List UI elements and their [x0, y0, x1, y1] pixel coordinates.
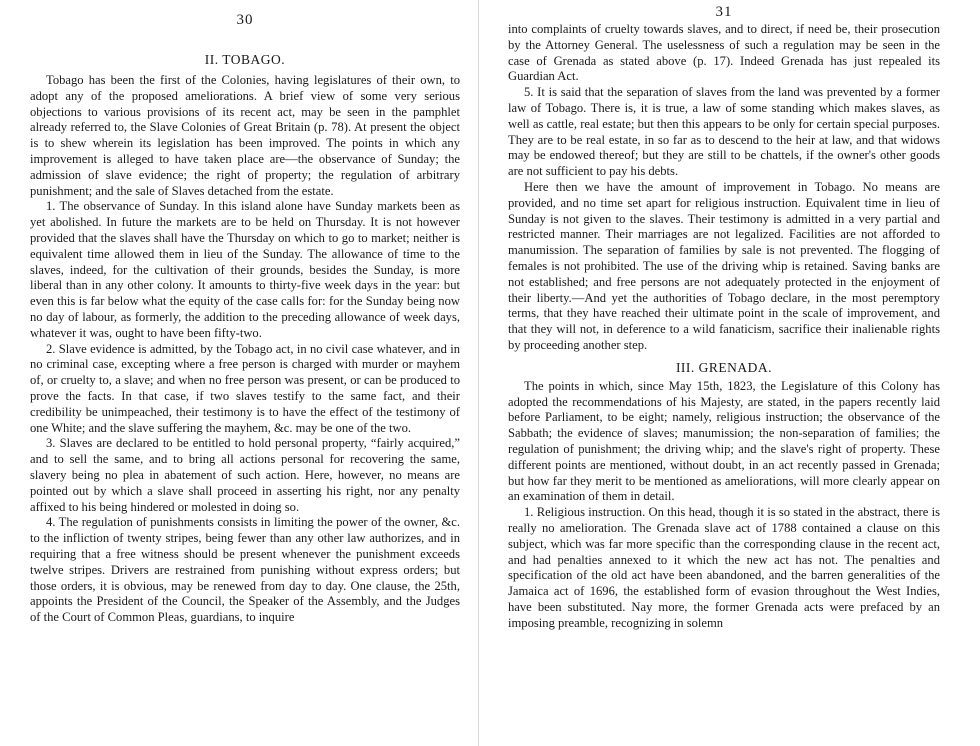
section-heading-tobago: II. TOBAGO. [204, 52, 286, 67]
paragraph: 4. The regulation of punishments consists in limiting the power of the owner, &c. to the infliction of twenty stripes, being fewer than any other law authorizes, and in requiring that a free witness should be present whenever the punishment exceeds twelve stripes. Drivers are restrained from punishing without express orders; but those orders, it is obvious, may be renewed from day to day. One clause, the 25th, appoints the President of the Council, the Speaker of the Assembly, and the Judges of the Court of Common Pleas, guardians, to inquire [30, 515, 460, 625]
page-number-left: 30 [236, 12, 254, 28]
paragraph: 3. Slaves are declared to be entitled to hold personal property, “fairly acquired,” and to sell the same, and to bring all actions personal for recovering the same, slavery being no plea in abatement of such action. Here, however, no means are pointed out by which a slave shall proceed in asserting his right, nor any penalty affixed to his being hindered or molested in doing so. [30, 436, 460, 514]
right-page [508, 0, 940, 746]
page-number-right: 31 [715, 4, 733, 20]
paragraph: The points in which, since May 15th, 1823, the Legislature of this Colony has adopted the recommendations of his Majesty, are stated, in the papers recently laid before Parliament, to be eight; namely, religious instruction; the observance of the Sabbath; the evidence of slaves; manumission; the non-separation of families; the regulation of punishment; the driving whip; and the slave's right of property. These different points are mentioned, without doubt, in an act recently passed in Grenada; but how far they merit to be mentioned as ameliorations, will more clearly appear on an examination of them in detail. [508, 378, 940, 504]
paragraph: 1. The observance of Sunday. In this island alone have Sunday markets been as yet abolished. In future the markets are to be held on Thursday. It is not however provided that the slaves shall have the Thursday on which to go to market; neither is equivalent time allowed them in lieu of the Sunday. The allowance of time to the slaves, indeed, for the cultivation of their grounds, besides the Sunday, is more liberal than in any other colony. It amounts to thirty-five week days in the year: but even this is far below what the equity of the case calls for: for the Sunday being now no day of labour, as formerly, the addition to the preceding allowance of week days, whatever it was, ought to have been fifty-two. [30, 199, 460, 340]
paragraph: 5. It is said that the separation of slaves from the land was prevented by a former law of Tobago. There is, it is true, a law of some standing which makes slaves, as well as cattle, real estate; but then this appears to be only for certain special purposes. They are to be real estate, in so far as to descend to the heir at law, and that widows may be endowed thereof; but they are still to be chattels, if the owner's other goods are not sufficient to pay his debts. [508, 85, 940, 179]
section-heading-grenada: III. GRENADA. [675, 359, 773, 375]
paragraph: Here then we have the amount of improvement in Tobago. No means are provided, and no time set apart for religious instruction. Equivalent time in lieu of Sunday is not given to the slaves. Their testimony is admitted in a very partial and restricted manner. Their marriages are not legalized. Facilities are not afforded to manumission. The separation of families by sale is not prevented. The flogging of females is not prohibited. The use of the driving whip is retained. Saving banks are not established; and free persons are not adequately protected in the enjoyment of their liberty.—And yet the authorities of Tobago declare, in the most peremptory terms, that they have reached their ultimate point in the scale of improvement, and that they will not, in deference to a wild fanaticism, sacrifice their inalienable rights by proceeding another step. [508, 179, 940, 352]
page-gutter [478, 0, 479, 746]
paragraph: into complaints of cruelty towards slaves, and to direct, if need be, their prosecution by the Attorney General. The uselessness of such a regulation may be seen in the case of Grenada as stated above (p. 17). Indeed Grenada has just repealed its Guardian Act. [508, 22, 940, 84]
left-page [30, 0, 460, 746]
paragraph: 1. Religious instruction. On this head, though it is so stated in the abstract, there is really no amelioration. The Grenada slave act of 1788 contained a clause on this subject, which was far more specific than the corresponding clause in the recent act, and had penalties annexed to it which the new act has not. The penalties and specification of the old act have been abandoned, and the barren generalities of the Jamaica act of 1696, the established form of evasion throughout the West Indies, have been substituted. Nay more, the former Grenada acts were prefaced by an imposing preamble, recognizing in solemn [508, 505, 940, 630]
paragraph: Tobago has been the first of the Colonies, having legislatures of their own, to adopt any of the proposed ameliorations. A brief view of some very serious objections to various provisions of its recent act, may be seen in the pamphlet already referred to, the Slave Colonies of Great Britain (p. 78). At present the object is to shew wherein its legislation has been improved. The points in which any improvement is alleged to have taken place are—the observance of Sunday; the admission of slave evidence; the right of property; the regulation of arbitrary punishment; and the sale of Slaves detached from the estate. [30, 73, 460, 198]
paragraph: 2. Slave evidence is admitted, by the Tobago act, in no civil case whatever, and in no criminal case, excepting where a free person is charged with murder or mayhem of, or cruelty to, a slave; and when no free person was present, or can be produced to prove the facts. In that case, if two slaves testify to the same fact, and their credibility be unimpeached, their testimony is to have the effect of the testimony of one White; and the slave suffering the mayhem, &c. may be one of the two. [30, 341, 460, 435]
